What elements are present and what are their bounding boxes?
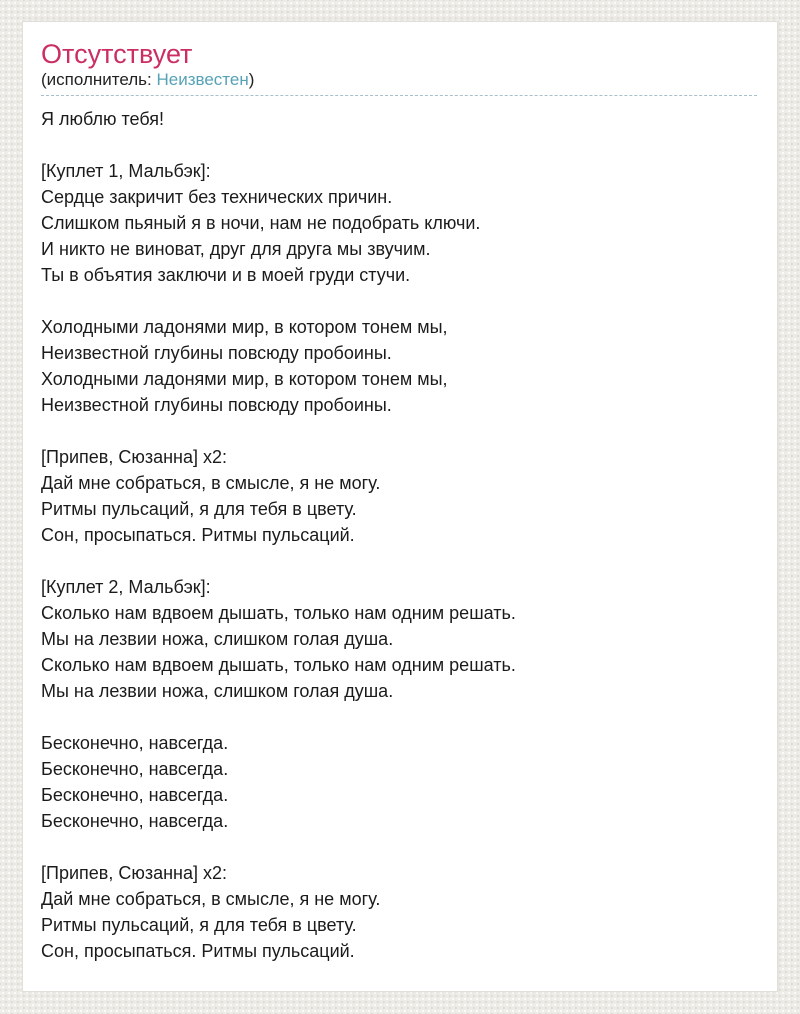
lyric-line: Дай мне собраться, в смысле, я не могу. [41, 889, 381, 909]
lyric-line: Бесконечно, навсегда. [41, 733, 229, 753]
lyric-line [41, 418, 757, 444]
lyric-line [41, 548, 757, 574]
lyric-line: Сколько нам вдвоем дышать, только нам одним решать. [41, 655, 516, 675]
lyric-line: Холодными ладонями мир, в котором тонем мы, [41, 369, 448, 389]
lyric-line [41, 288, 757, 314]
lyric-line: Неизвестной глубины повсюду пробоины. [41, 395, 392, 415]
lyric-line: [Припев, Сюзанна] x2: [41, 447, 227, 467]
lyric-line: Слишком пьяный я в ночи, нам не подобрать ключи. [41, 213, 481, 233]
lyric-line: Сердце закричит без технических причин. [41, 187, 393, 207]
lyric-line: Холодными ладонями мир, в котором тонем мы, [41, 317, 448, 337]
lyric-line: Бесконечно, навсегда. [41, 811, 229, 831]
lyric-line: [Куплет 2, Мальбэк]: [41, 577, 211, 597]
artist-label: (исполнитель: [41, 70, 157, 89]
lyric-line: Сколько нам вдвоем дышать, только нам одним решать. [41, 603, 516, 623]
lyric-line: Неизвестной глубины повсюду пробоины. [41, 343, 392, 363]
lyric-line: [Куплет 1, Мальбэк]: [41, 161, 211, 181]
lyric-line: Ты в объятия заключи и в моей груди стучи. [41, 265, 411, 285]
lyric-line: Сон, просыпаться. Ритмы пульсаций. [41, 525, 355, 545]
lyric-line: Ритмы пульсаций, я для тебя в цвету. [41, 915, 357, 935]
song-title: Отсутствует [41, 39, 193, 69]
song-header [41, 39, 757, 96]
lyric-line: Дай мне собраться, в смысле, я не могу. [41, 473, 381, 493]
lyric-line: Мы на лезвии ножа, слишком голая душа. [41, 681, 394, 701]
lyric-line: Сон, просыпаться. Ритмы пульсаций. [41, 941, 355, 961]
lyric-line: Я люблю тебя! [41, 109, 165, 129]
lyric-line [41, 704, 757, 730]
lyric-line: И никто не виноват, друг для друга мы звучим. [41, 239, 431, 259]
lyric-line [41, 834, 757, 860]
lyric-line: Бесконечно, навсегда. [41, 785, 229, 805]
artist-line [41, 69, 757, 96]
lyric-line: [Припев, Сюзанна] x2: [41, 863, 227, 883]
lyric-line: Мы на лезвии ножа, слишком голая душа. [41, 629, 394, 649]
lyric-line [41, 132, 757, 158]
lyric-line: Ритмы пульсаций, я для тебя в цвету. [41, 499, 357, 519]
lyric-line: Бесконечно, навсегда. [41, 759, 229, 779]
artist-suffix: ) [248, 70, 255, 89]
lyrics-card [22, 21, 778, 992]
artist-link[interactable]: Неизвестен [156, 70, 249, 89]
lyrics-text [41, 106, 757, 964]
